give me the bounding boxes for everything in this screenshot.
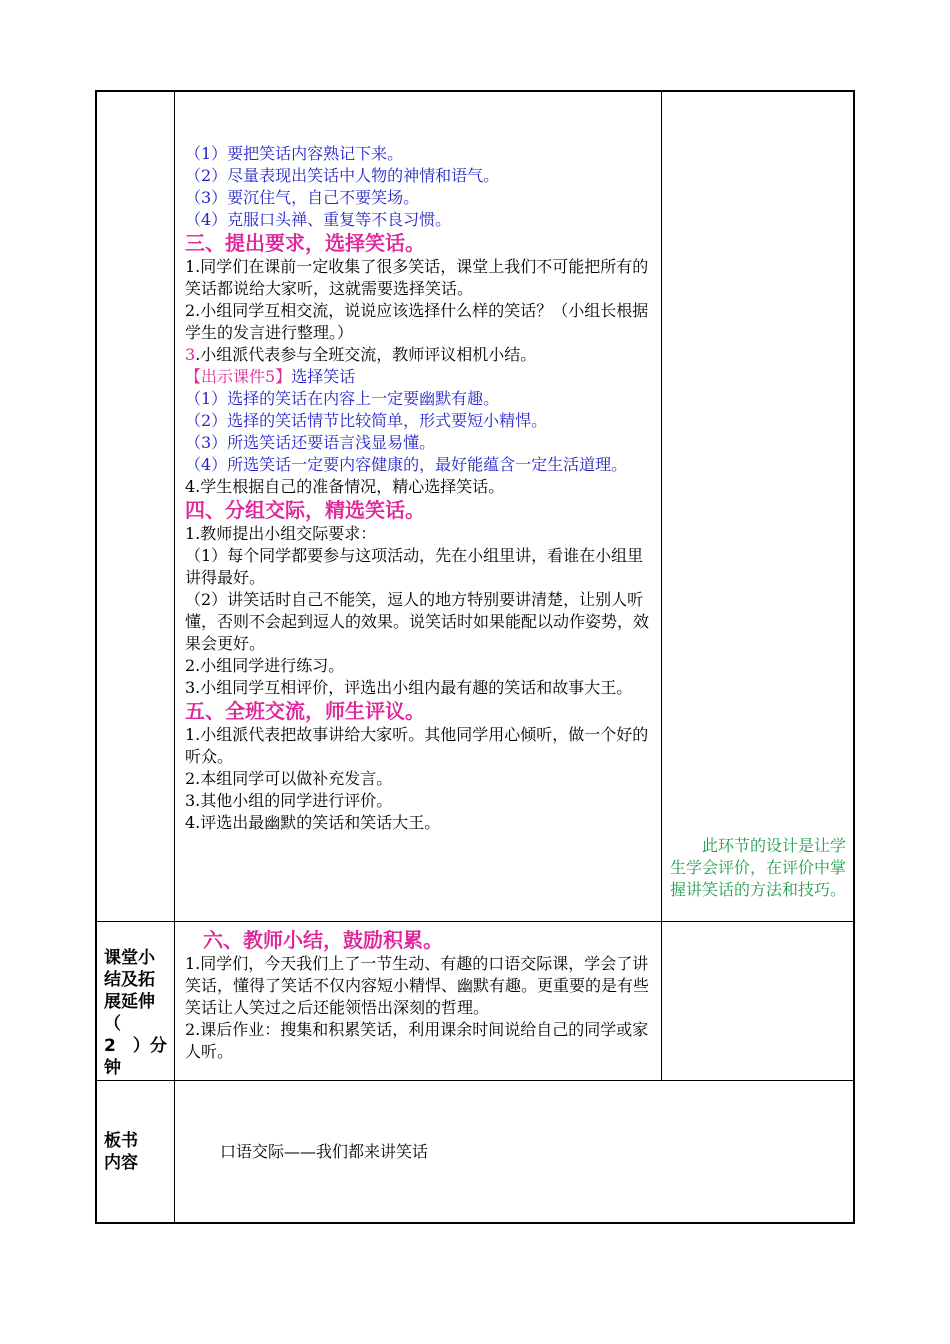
requirement-item: （3）要沉住气，自己不要笑场。 xyxy=(185,188,420,207)
section-six-heading: 六、教师小结，鼓励积累。 xyxy=(203,928,443,952)
section-four-sub-2: （2）讲笑话时自己不能笑，逗人的地方特别要讲清楚，让别人听懂，否则不会起到逗人的效果。说笑话时如果能配以动作姿势，效果会更好。 xyxy=(185,590,650,653)
column-divider-2 xyxy=(661,90,662,1081)
section-four-sub-1: （1）每个同学都要参与这项活动，先在小组里讲，看谁在小组里讲得最好。 xyxy=(185,546,644,587)
board-content: 口语交际——我们都来讲笑话 xyxy=(220,1142,429,1161)
section-four-paragraph-3: 3.小组同学互相评价，评选出小组内最有趣的笑话和故事大王。 xyxy=(185,678,633,697)
row-divider-2 xyxy=(95,1080,855,1081)
board-label: 板书内容 xyxy=(104,1131,138,1173)
section-three-heading: 三、提出要求，选择笑话。 xyxy=(185,231,425,255)
section-four-heading: 四、分组交际，精选笑话。 xyxy=(185,498,425,522)
main-content-cell xyxy=(185,143,657,834)
section-four-paragraph-2: 2.小组同学进行练习。 xyxy=(185,656,345,675)
section-three-paragraph-2: 2.小组同学互相交流，说说应该选择什么样的笑话？（小组长根据学生的发言进行整理。） xyxy=(185,301,649,342)
selection-item: （1）选择的笑话在内容上一定要幽默有趣。 xyxy=(185,389,500,408)
column-divider-1 xyxy=(174,90,175,1224)
requirement-item: （2）尽量表现出笑话中人物的神情和语气。 xyxy=(185,166,500,185)
table-border-left xyxy=(95,90,97,1224)
summary-content-cell xyxy=(185,928,657,1063)
section-five-item: 4.评选出最幽默的笑话和笑话大王。 xyxy=(185,813,441,832)
section-four-paragraph-1: 1.教师提出小组交际要求： xyxy=(185,524,377,543)
design-note: 此环节的设计是让学生学会评价，在评价中掌握讲笑话的方法和技巧。 xyxy=(670,836,847,899)
section-three-paragraph-1: 1.同学们在课前一定收集了很多笑话，课堂上我们不可能把所有的笑话都说给大家听，这就需要选择笑话。 xyxy=(185,257,649,298)
selection-item: （4）所选笑话一定要内容健康的，最好能蕴含一定生活道理。 xyxy=(185,455,628,474)
courseware-label: 【出示课件5】选择笑话 xyxy=(185,367,356,386)
section-five-item: 2.本组同学可以做补充发言。 xyxy=(185,769,393,788)
paragraph-number: 3 xyxy=(185,345,196,364)
summary-paragraph-2: 2.课后作业：搜集和积累笑话，利用课余时间说给自己的同学或家人听。 xyxy=(185,1020,649,1061)
requirement-item: （4）克服口头禅、重复等不良习惯。 xyxy=(185,210,452,229)
selection-item: （2）选择的笑话情节比较简单，形式要短小精悍。 xyxy=(185,411,548,430)
summary-label: 课堂小结及拓展延伸（ 2 ）分钟 xyxy=(104,948,167,1078)
section-five-item: 3.其他小组的同学进行评价。 xyxy=(185,791,393,810)
section-five-item: 1.小组派代表把故事讲给大家听。其他同学用心倾听，做一个好的听众。 xyxy=(185,725,649,766)
selection-item: （3）所选笑话还要语言浅显易懂。 xyxy=(185,433,436,452)
summary-paragraph-1: 1.同学们，今天我们上了一节生动、有趣的口语交际课，学会了讲笑话，懂得了笑话不仅内容短小精悍、幽默有趣。更重要的是有些笑话让人笑过之后还能领悟出深刻的哲理。 xyxy=(185,954,650,1017)
requirement-item: （1）要把笑话内容熟记下来。 xyxy=(185,144,404,163)
table-border-bottom xyxy=(95,1222,855,1224)
table-border-right xyxy=(853,90,855,1224)
section-three-paragraph-3: 3.小组派代表参与全班交流，教师评议相机小结。 xyxy=(185,345,537,364)
section-three-paragraph-4: 4.学生根据自己的准备情况，精心选择笑话。 xyxy=(185,477,505,496)
row-divider-1 xyxy=(95,921,855,922)
table-border-top xyxy=(95,90,855,92)
section-five-heading: 五、全班交流，师生评议。 xyxy=(185,699,425,723)
